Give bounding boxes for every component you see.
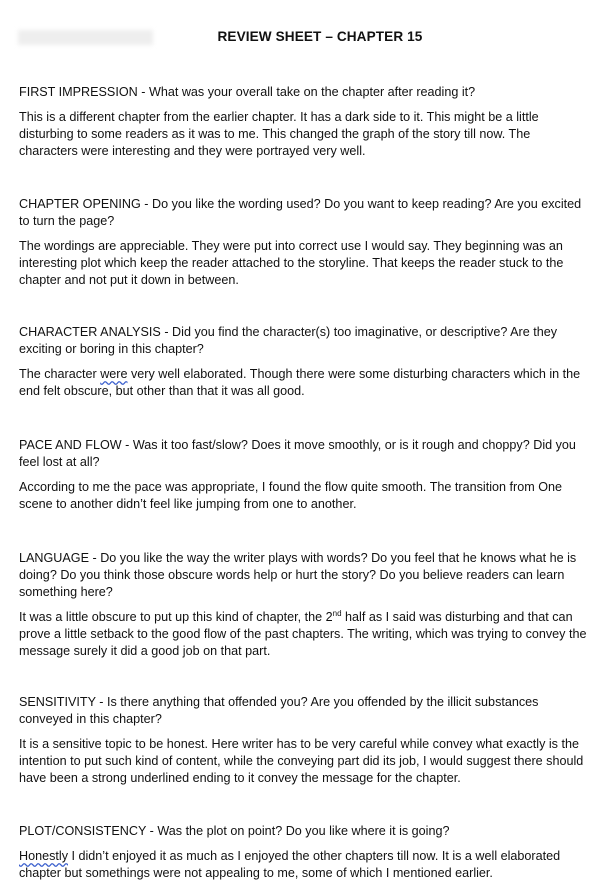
heading-separator: - xyxy=(89,551,101,565)
heading-separator: - xyxy=(140,197,152,211)
grammar-flagged-word: Honestly xyxy=(19,849,68,863)
section-heading: CHARACTER ANALYSIS xyxy=(19,325,161,339)
section-question: Was the plot on point? Do you like where it is going? xyxy=(157,824,450,838)
section-question: Was it too fast/slow? Does it move smoothly, or is it rough and choppy? Did you feel lost at all? xyxy=(19,438,576,469)
section-question: Do you like the wording used? Do you want to keep reading? Are you excited to turn the page? xyxy=(19,197,582,228)
section-answer xyxy=(19,848,591,882)
section-pace-and-flow xyxy=(19,437,591,513)
section-question-line xyxy=(19,324,591,358)
section-question-line xyxy=(19,550,591,601)
section-question: What was your overall take on the chapter after reading it? xyxy=(148,85,476,99)
answer-text-end: very well elaborated. Though there were some disturbing characters which in the end felt obscure, but other than that it was all good. xyxy=(19,367,581,399)
section-answer xyxy=(19,609,591,661)
section-question: Is there anything that offended you? Are you offended by the illicit substances conveyed in this chapter? xyxy=(19,695,539,726)
section-answer: This is a different chapter from the earlier chapter. It has a dark side to it. This might be a little disturbing to some readers as it was to me. This changed the graph of the story till now. The characters were interesting and they were portrayed very well. xyxy=(19,110,539,159)
heading-separator: - xyxy=(160,325,173,339)
section-first-impression xyxy=(19,84,591,161)
section-plot-consistency xyxy=(19,823,591,882)
section-answer: The wordings are appreciable. They were put into correct use I would say. They beginning was an interesting plot which keep the reader attached to the storyline. That keeps the reader stuck to the chapter and not put it down in between. xyxy=(19,239,564,288)
grammar-flagged-word: were xyxy=(100,367,128,381)
section-heading: PACE AND FLOW xyxy=(19,438,122,452)
answer-text-start: It was a little obscure to put up this kind of chapter, the 2 xyxy=(19,610,333,624)
section-heading: LANGUAGE xyxy=(19,551,89,565)
section-language xyxy=(19,550,591,661)
section-question-line xyxy=(19,196,591,230)
section-answer: According to me the pace was appropriate, I found the flow quite smooth. The transition from One scene to another didn’t feel like jumping from one to another. xyxy=(19,480,562,512)
section-answer xyxy=(19,366,591,400)
heading-separator: - xyxy=(146,824,158,838)
section-heading: CHAPTER OPENING xyxy=(19,197,141,211)
section-answer: It is a sensitive topic to be honest. Here writer has to be very careful while convey what exactly is the intention to put such kind of content, while the conveying part did its job, I would suggest there should have been a strong underlined ending to it convey the message for the chapter. xyxy=(19,737,584,786)
heading-separator: - xyxy=(95,695,107,709)
section-question-line xyxy=(19,437,591,471)
section-question-line xyxy=(19,823,591,840)
answer-text-end: half as I said was disturbing and that can prove a little setback to the good flow of the past chapters. The writing, which was trying to convey the message surely it did a good job on that part. xyxy=(19,610,587,659)
heading-separator: - xyxy=(137,85,149,99)
section-character-analysis xyxy=(19,324,591,400)
heading-separator: - xyxy=(121,438,133,452)
section-heading: PLOT/CONSISTENCY xyxy=(19,824,147,838)
section-question-line xyxy=(19,694,591,728)
ordinal-superscript: nd xyxy=(332,608,342,618)
section-heading: FIRST IMPRESSION xyxy=(19,85,138,99)
section-chapter-opening xyxy=(19,196,591,290)
section-question: Do you like the way the writer plays with words? Do you feel that he knows what he is doing? Do you think those obscure words help or hurt the story? Do you believe readers can learn something here? xyxy=(19,551,577,599)
section-heading: SENSITIVITY xyxy=(19,695,96,709)
answer-text-start: The character xyxy=(19,367,101,381)
section-question: Did you find the character(s) too imaginative, or descriptive? Are they exciting or boring in this chapter? xyxy=(19,325,558,356)
section-sensitivity xyxy=(19,694,591,788)
document-title: REVIEW SHEET – CHAPTER 15 xyxy=(217,29,423,44)
section-question-line xyxy=(19,84,591,101)
answer-text-end: I didn’t enjoyed it as much as I enjoyed the other chapters till now. It is a well elaborated chapter but somethings were not appealing to me, some of which I mentioned earlier. xyxy=(19,849,561,881)
